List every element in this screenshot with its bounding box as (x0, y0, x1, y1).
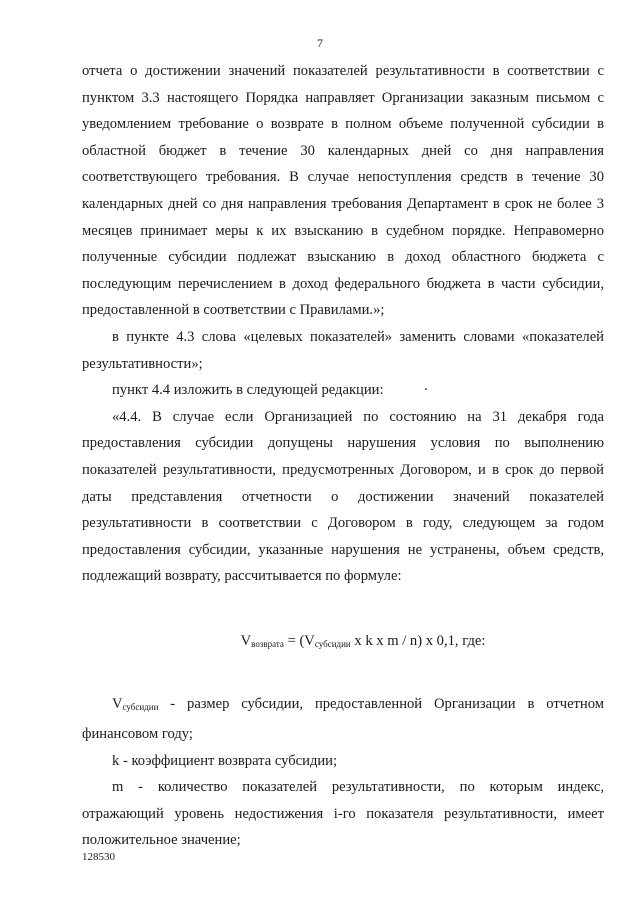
definition-symbol: m (112, 779, 124, 796)
definition-symbol: V (112, 696, 123, 713)
formula-rhs-subscript: субсидии (314, 638, 351, 649)
page-number: 7 (317, 36, 323, 50)
document-code: 128530 (82, 851, 115, 863)
definition-m (82, 774, 604, 854)
definition-symbol: k (112, 752, 120, 769)
return-formula (82, 628, 604, 658)
formula-equals: = (V (283, 632, 315, 649)
stray-dot-mark: · (423, 382, 429, 399)
formula-lhs-symbol: V (240, 632, 252, 649)
definition-text: - количество показателей результативности, по которым индекс, отражающий уровень недостижения i-го показателя результативности, имеет положительное значение; (82, 779, 604, 849)
definition-k (82, 748, 604, 775)
paragraph-clause-4-3: в пункте 4.3 слова «целевых показателей» заменить словами «показателей результативности»; (82, 328, 604, 372)
formula-lhs-subscript: возврата (251, 638, 284, 649)
definition-subscript: субсидии (122, 702, 159, 713)
definition-text: - коэффициент возврата субсидии; (119, 752, 338, 769)
definition-text: - размер субсидии, предоставленной Организации в отчетном финансовом году; (82, 696, 604, 743)
paragraph-clause-4-4-intro (82, 377, 604, 404)
definition-v-subsidy (82, 691, 604, 747)
formula-rest: x k x m / n) x 0,1, где: (350, 632, 486, 649)
paragraph-continuation: отчета о достижении значений показателей результативности в соответствии с пунктом 3.3 настоящего Порядка направляет Организации заказным письмом с уведомлением требование о возврате в полном объеме полученной субсидии в областной бюджет в течение 30 календарных дней со дня направления соответствующего требования. В случае непоступления средств в течение 30 календарных дней со дня направления требования Департамент в срок не более 3 месяцев принимает меры к их взысканию в судебном порядке. Неправомерно полученные субсидии подлежат взысканию в доход областного бюджета с последующим перечислением в доход федерального бюджета в части субсидии, предоставленной в соответствии с Правилами.»; (82, 63, 604, 319)
paragraph-clause-4-4-text: «4.4. В случае если Организацией по состоянию на 31 декабря года предоставления субсидии допущены нарушения условия по выполнению показателей результативности, предусмотренных Договором, и в срок до первой даты представления отчетности о достижении значений показателей результативности в соответствии с Договором в году, следующем за годом предоставления субсидии, указанные нарушения не устранены, объем средств, подлежащий возврату, рассчитывается по формуле: (82, 408, 604, 585)
clause-4-4-intro-text: пункт 4.4 изложить в следующей редакции: (112, 382, 384, 399)
document-body (82, 58, 604, 854)
